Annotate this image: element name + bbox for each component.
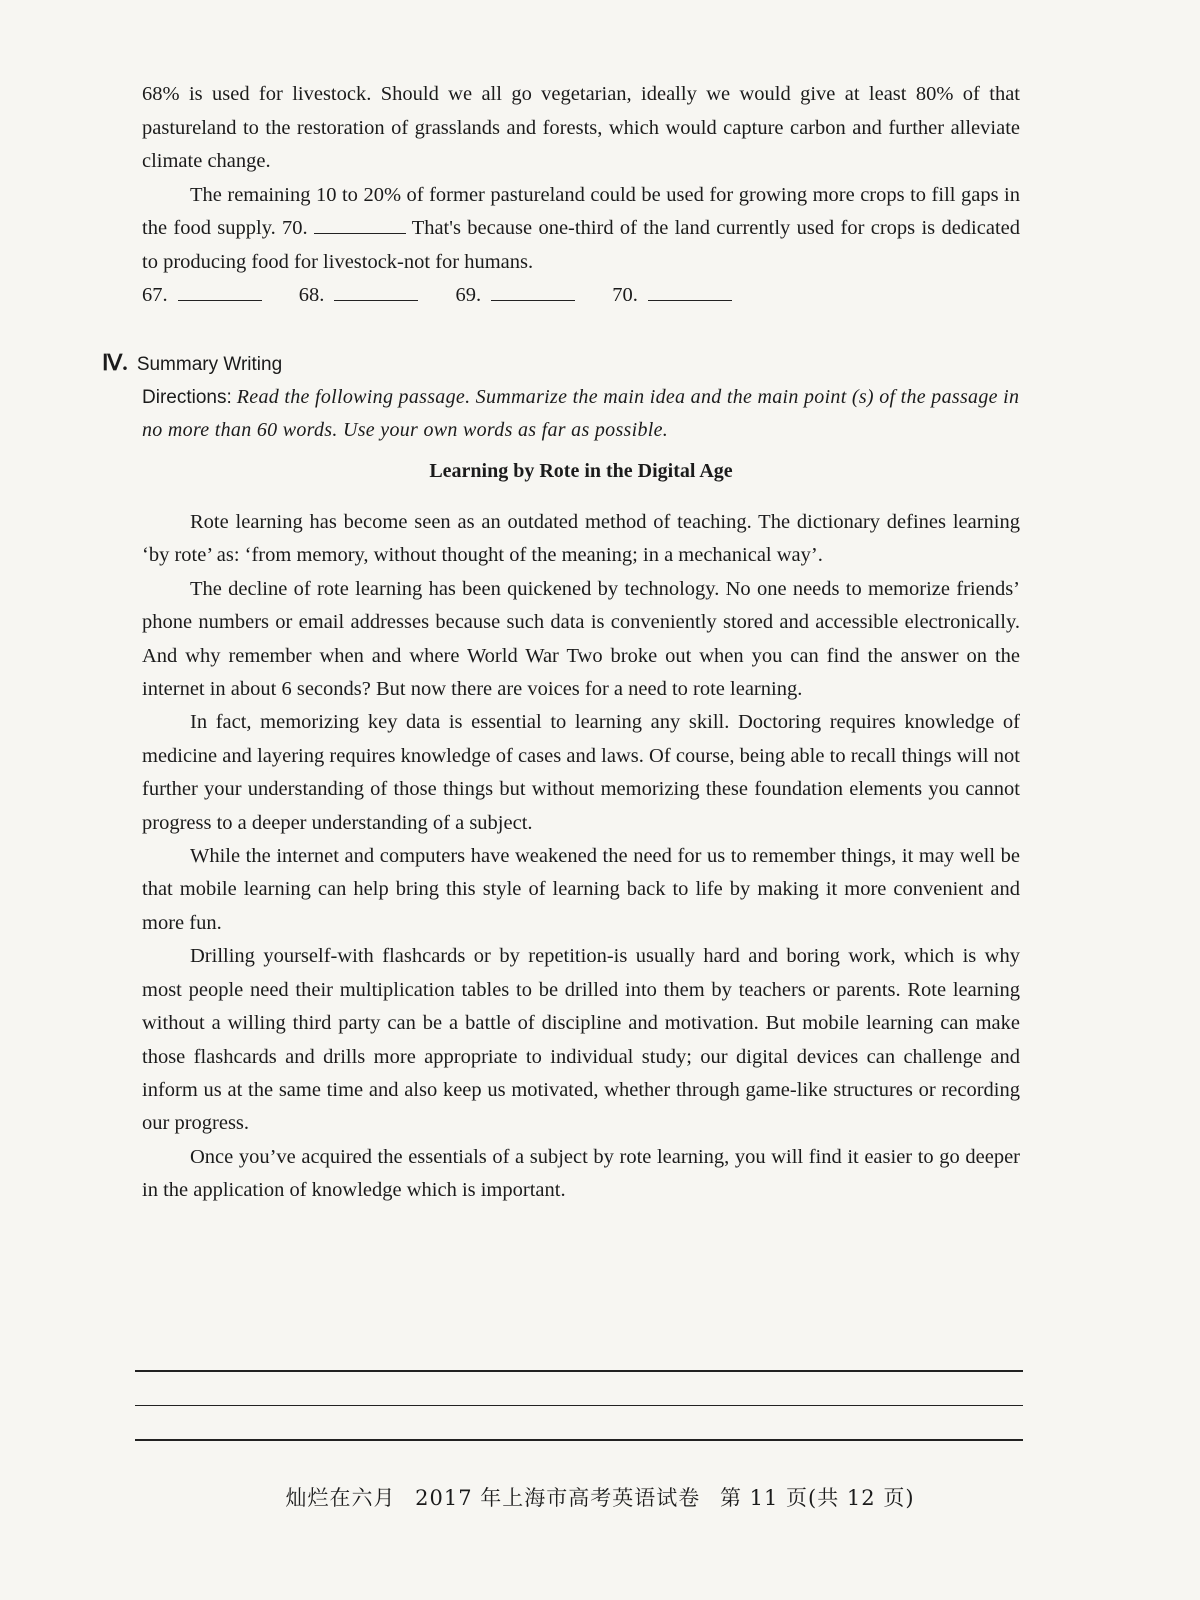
answer-blank-70-inline[interactable] — [314, 213, 406, 234]
passage-title: Learning by Rote in the Digital Age — [429, 460, 733, 482]
passage-paragraph-2: The decline of rote learning has been quickened by technology. No one needs to memorize friends’ phone numbers or email addresses because such data is conveniently stored and accessible electronically. And why remember when and where World War Two broke out when you can find the answer on the internet in about 6 seconds? But now there are voices for a need to rote learning. — [142, 577, 1020, 701]
paragraph-pastureland — [142, 179, 1020, 280]
answer-line[interactable] — [135, 1370, 1023, 1372]
passage-paragraph-5: Drilling yourself-with flashcards or by repetition-is usually hard and boring work, which is why most people need their multiplication tables to be drilled into them by teachers or parents. Rote learning without a willing third party can be a battle of discipline and motivation. But mobile learning can make those flashcards and drills more appropriate to individual study; our digital devices can challenge and inform us at the same time and also keep us motivated, whether through game-like structures or recording our progress. — [142, 945, 1020, 1135]
answer-blank-70[interactable] — [648, 280, 732, 301]
paragraph-pastureland-end: That's because one-third of the land currently used for crops is dedicated to producing food for livestock-not for humans. — [142, 217, 1020, 273]
answer-blank-67[interactable] — [178, 280, 262, 301]
answer-blank-68[interactable] — [334, 280, 418, 301]
answer-label-70: 70. — [612, 284, 638, 306]
answer-line[interactable] — [135, 1439, 1023, 1441]
section-title: Summary Writing — [136, 354, 283, 375]
answer-blanks-row — [142, 279, 1020, 313]
directions-text: Read the following passage. Summarize the main idea and the main point (s) of the passage in no more than 60 words. Use your own words as far as possible. — [142, 386, 1020, 441]
footer-brand: 灿烂在六月 — [285, 1486, 396, 1510]
section-number: Ⅳ. — [102, 350, 128, 375]
summary-answer-area[interactable] — [135, 1370, 1023, 1474]
footer-exam-title: 2017 年上海市高考英语试卷 — [415, 1486, 701, 1510]
summary-writing-section — [102, 346, 1022, 447]
passage-paragraph-4: While the internet and computers have weakened the need for us to remember things, it may well be that mobile learning can help bring this style of learning back to life by making it more convenient and more fun. — [142, 845, 1020, 934]
answer-label-68: 68. — [298, 284, 325, 306]
passage-paragraph-3: In fact, memorizing key data is essential to learning any skill. Doctoring requires knowledge of medicine and layering requires knowledge of cases and laws. Of course, being able to recall things will not further your understanding of those things but without memorizing these foundation elements you cannot progress to a deeper understanding of a subject. — [142, 711, 1020, 834]
paragraph-pastureland-start: The remaining 10 to 20% of former pastureland could be used for growing more crops to fill gaps in the food supply. 70. — [142, 183, 1020, 239]
passage-paragraph-6: Once you’ve acquired the essentials of a subject by rote learning, you will find it easier to go deeper in the application of knowledge which is important. — [142, 1145, 1020, 1202]
answer-blank-69[interactable] — [491, 280, 575, 301]
section-heading — [102, 346, 1022, 381]
paragraph-livestock: 68% is used for livestock. Should we all go vegetarian, ideally we would give at least 80% of that pastureland to the restoration of grasslands and forests, which would capture carbon and further alleviate climate change. — [142, 83, 1020, 172]
directions — [142, 381, 1022, 447]
passage-body — [142, 506, 1020, 1208]
passage-paragraph-1: Rote learning has become seen as an outdated method of teaching. The dictionary defines learning ‘by rote’ as: ‘from memory, without thought of the meaning; in a mechanical way’. — [142, 511, 1020, 567]
directions-label: Directions: — [142, 387, 232, 408]
previous-section-text — [142, 78, 1020, 313]
footer-page-number: 第 11 页(共 12 页) — [719, 1486, 915, 1510]
answer-label-67: 67. — [142, 284, 168, 306]
page-footer — [0, 1482, 1200, 1512]
answer-line[interactable] — [135, 1405, 1023, 1407]
answer-label-69: 69. — [455, 284, 482, 306]
